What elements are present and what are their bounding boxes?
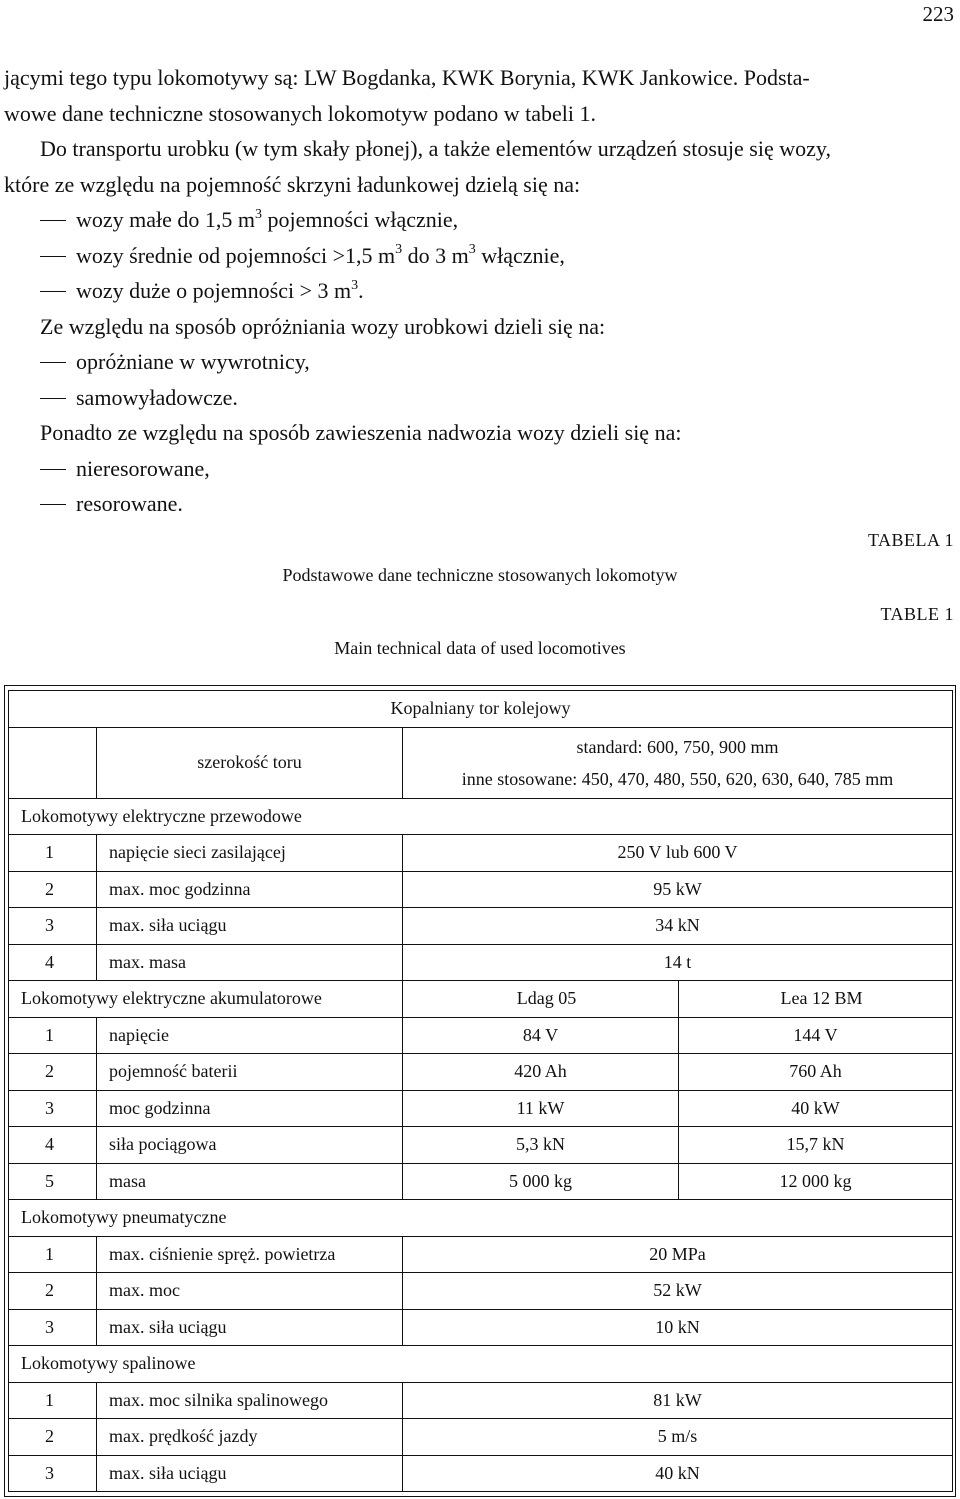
table-row: 3 max. siła uciągu 34 kN — [9, 908, 953, 945]
section-title: Lokomotywy pneumatyczne — [9, 1200, 953, 1237]
dash-icon — [40, 220, 66, 221]
paragraph-line: jącymi tego typu lokomotywy są: LW Bogdanka, KWK Borynia, KWK Jankowice. Podsta- — [4, 65, 810, 90]
table-label-pl: TABELA 1 — [867, 530, 954, 550]
table-row: 1 max. ciśnienie spręż. powietrza 20 MPa — [9, 1236, 953, 1273]
list-item: wozy małe do 1,5 $m^3$ pojemności włącznie, — [4, 202, 956, 238]
list-item: samowyładowcze. — [4, 380, 956, 416]
section-row — [9, 981, 953, 1018]
locomotive-data-table — [8, 690, 953, 1492]
paragraph-line: Ponadto ze względu na sposób zawieszenia nadwozia wozy dzieli się na: — [40, 420, 682, 445]
gauge-standard: standard: 600, 750, 900 mm — [576, 736, 779, 757]
paragraph-line: które ze względu na pojemność skrzyni ładunkowej dzielą się na: — [4, 171, 581, 197]
section-row — [9, 1200, 953, 1237]
table-row: 2 pojemność baterii 420 Ah 760 Ah — [9, 1054, 953, 1091]
table-row: 3 max. siła uciągu 40 kN — [9, 1455, 953, 1492]
table-row: 1 napięcie 84 V 144 V — [9, 1017, 953, 1054]
table-header: Kopalniany tor kolejowy — [9, 691, 953, 728]
paragraph-line: Ze względu na sposób opróżniania wozy urobkowi dzieli się na: — [40, 313, 606, 339]
page-number: 223 — [922, 2, 954, 26]
dash-icon — [40, 291, 66, 292]
table-row: 4 max. masa 14 t — [9, 944, 953, 981]
table-row: 2 max. moc godzinna 95 kW — [9, 871, 953, 908]
paragraph-line: Do transportu urobku (w tym skały płonej), a także elementów urządzeń stosuje się wozy, — [40, 136, 831, 161]
table-row: 4 siła pociągowa 5,3 kN 15,7 kN — [9, 1127, 953, 1164]
table-label-en: TABLE 1 — [880, 604, 954, 624]
table-row: 5 masa 5 000 kg 12 000 kg — [9, 1163, 953, 1200]
list-item: opróżniane w wywrotnicy, — [4, 344, 956, 380]
body-text — [4, 60, 956, 522]
section-row — [9, 1346, 953, 1383]
section-title: Lokomotywy spalinowe — [9, 1346, 953, 1383]
section-title: Lokomotywy elektryczne akumulatorowe — [9, 981, 403, 1018]
dash-icon — [40, 504, 66, 505]
list-item: resorowane. — [4, 486, 956, 522]
section-row — [9, 798, 953, 835]
list-item: wozy średnie od pojemności >1,5 $m^3$ do 3 $m^3$ włącznie, — [4, 238, 956, 274]
table-row: 1 max. moc silnika spalinowego 81 kW — [9, 1382, 953, 1419]
table-row: 1 napięcie sieci zasilającej 250 V lub 600 V — [9, 835, 953, 872]
dash-icon — [40, 256, 66, 257]
model-ldag: Ldag 05 — [403, 981, 679, 1018]
table-caption-en: Main technical data of used locomotives — [334, 638, 626, 658]
section-title: Lokomotywy elektryczne przewodowe — [9, 798, 953, 835]
list-item: wozy duże o pojemności > 3 $m^3$. — [4, 273, 956, 309]
table-row: 3 max. siła uciągu 10 kN — [9, 1309, 953, 1346]
dash-icon — [40, 469, 66, 470]
dash-icon — [40, 362, 66, 363]
model-lea: Lea 12 BM — [679, 981, 953, 1018]
gauge-other: inne stosowane: 450, 470, 480, 550, 620, 630, 640, 785 mm — [461, 768, 894, 789]
list-item: nieresorowane, — [4, 451, 956, 487]
gauge-label: szerokość toru — [97, 727, 403, 798]
table-header-row — [9, 691, 953, 728]
table-row: 2 max. prędkość jazdy 5 m/s — [9, 1419, 953, 1456]
dash-icon — [40, 398, 66, 399]
table-row: 2 max. moc 52 kW — [9, 1273, 953, 1310]
paragraph-line: wowe dane techniczne stosowanych lokomotyw podano w tabeli 1. — [4, 100, 597, 126]
table-caption-pl: Podstawowe dane techniczne stosowanych lokomotyw — [282, 565, 678, 585]
table-row: 3 moc godzinna 11 kW 40 kW — [9, 1090, 953, 1127]
gauge-values — [403, 727, 953, 798]
gauge-row — [9, 727, 953, 798]
